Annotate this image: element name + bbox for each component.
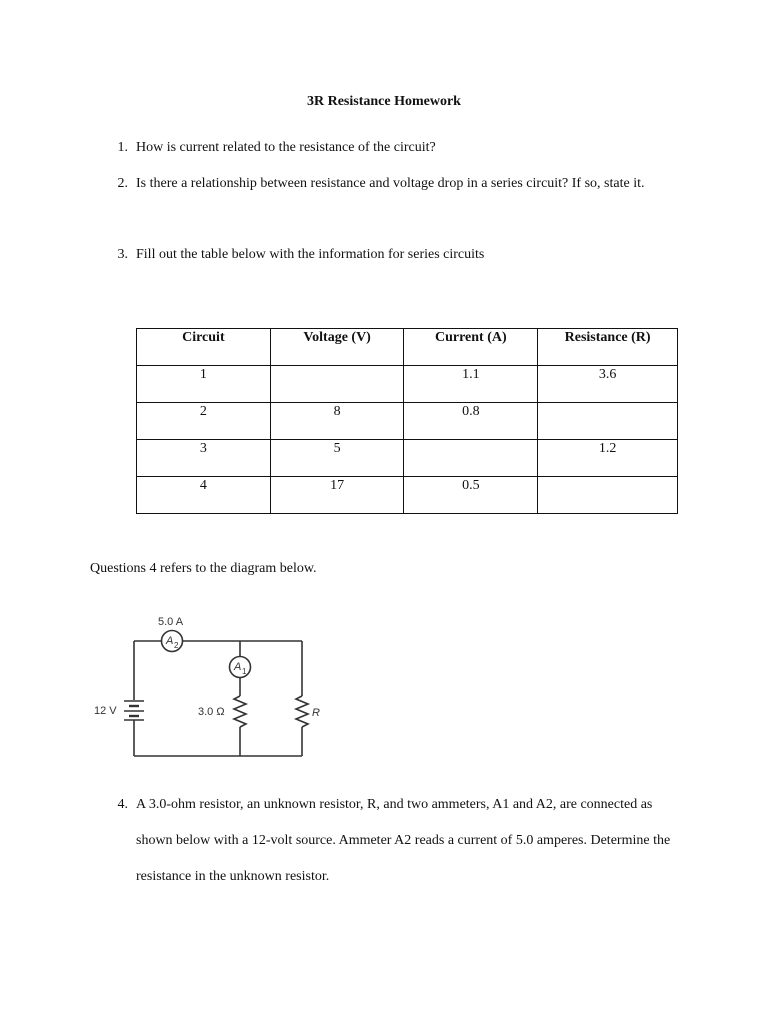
- table-cell[interactable]: 3: [137, 440, 271, 477]
- table-row: [137, 366, 678, 403]
- table-cell[interactable]: 5: [270, 440, 404, 477]
- column-header-circuit: Circuit: [137, 329, 271, 366]
- question-number: 1.: [117, 140, 128, 155]
- table-cell[interactable]: 0.5: [404, 477, 538, 514]
- table-cell[interactable]: [270, 366, 404, 403]
- table-cell[interactable]: 17: [270, 477, 404, 514]
- circuit-diagram: [86, 608, 336, 768]
- resistor-3ohm-label: 3.0 Ω: [198, 706, 225, 718]
- page-title: 3R Resistance Homework: [307, 94, 461, 109]
- ammeter-a2-reading: 5.0 A: [158, 616, 184, 628]
- table-header-row: [137, 329, 678, 366]
- table-row: [137, 403, 678, 440]
- question-text: How is current related to the resistance of the circuit?: [136, 140, 436, 155]
- column-header-resistance: Resistance (R): [538, 329, 678, 366]
- table-row: [137, 440, 678, 477]
- table-cell[interactable]: [538, 477, 678, 514]
- diagram-reference-text: Questions 4 refers to the diagram below.: [90, 561, 317, 576]
- table-cell[interactable]: 3.6: [538, 366, 678, 403]
- question-text: A 3.0-ohm resistor, an unknown resistor, R, and two ammeters, A1 and A2, are connected as shown below with a 12-volt source. Ammeter A2 reads a current of 5.0 amperes. Determine the resistance in the unknown resistor.: [136, 797, 671, 884]
- source-voltage-label: 12 V: [94, 705, 117, 717]
- ammeter-a2-subscript: 2: [174, 641, 179, 650]
- column-header-voltage: Voltage (V): [270, 329, 404, 366]
- table-cell[interactable]: [538, 403, 678, 440]
- table-cell[interactable]: 1.2: [538, 440, 678, 477]
- table-cell[interactable]: 2: [137, 403, 271, 440]
- table-cell[interactable]: 0.8: [404, 403, 538, 440]
- ammeter-a1-subscript: 1: [242, 667, 247, 676]
- question-number: 2.: [117, 176, 128, 191]
- table-cell[interactable]: 1: [137, 366, 271, 403]
- table-cell[interactable]: 1.1: [404, 366, 538, 403]
- table-cell[interactable]: 4: [137, 477, 271, 514]
- question-number: 4.: [117, 797, 128, 812]
- column-header-current: Current (A): [404, 329, 538, 366]
- resistor-r-symbol: [296, 696, 308, 727]
- ammeter-a2-label: A: [166, 635, 174, 647]
- ammeter-a1-label: A: [234, 661, 242, 673]
- resistor-3ohm-symbol: [234, 696, 246, 727]
- question-text: Is there a relationship between resistance and voltage drop in a series circuit? If so, state it.: [136, 176, 645, 191]
- battery-symbol: [124, 701, 144, 720]
- table-cell[interactable]: [404, 440, 538, 477]
- question-text: Fill out the table below with the information for series circuits: [136, 247, 485, 262]
- resistor-r-label: R: [312, 707, 320, 719]
- series-circuit-table: [136, 328, 678, 514]
- table-cell[interactable]: 8: [270, 403, 404, 440]
- table-row: [137, 477, 678, 514]
- question-number: 3.: [117, 247, 128, 262]
